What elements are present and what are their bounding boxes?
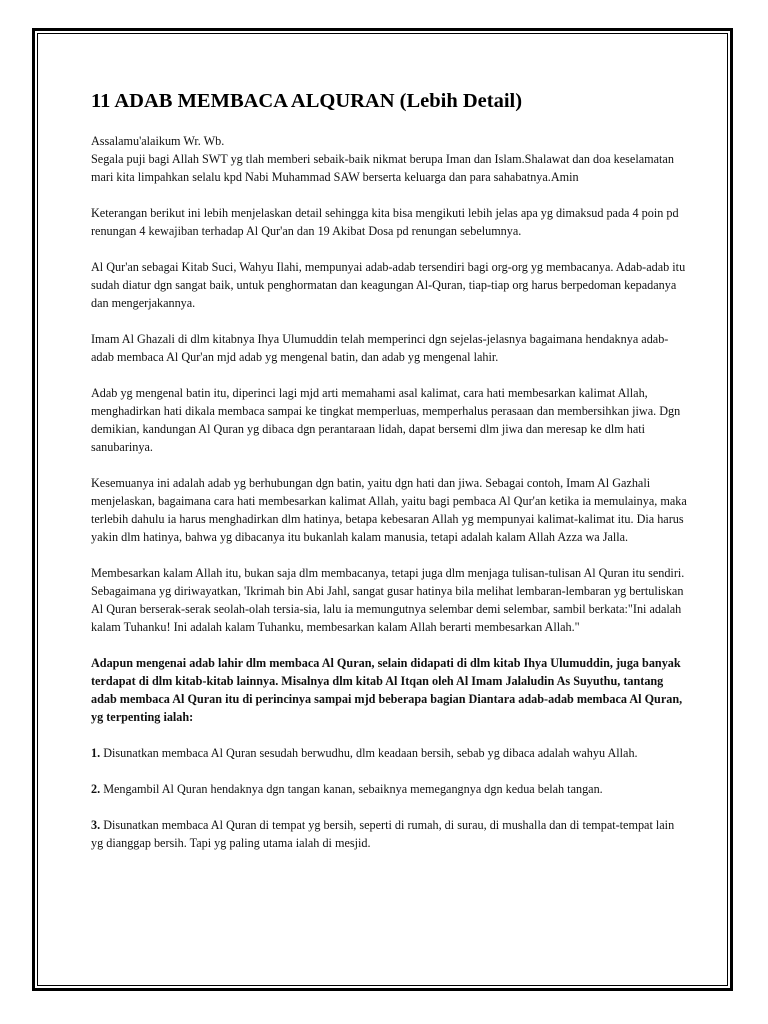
- greeting-paragraph: [91, 132, 689, 186]
- paragraph-explanation: Keterangan berikut ini lebih menjelaskan detail sehingga kita bisa mengikuti lebih jelas apa yg dimaksud pada 4 poin pd renungan 4 kewajiban terhadap Al Qur'an dan 19 Akibat Dosa pd renungan sebelumnya.: [91, 206, 679, 238]
- paragraph-adab-batin: Adab yg mengenal batin itu, diperinci lagi mjd arti memahami asal kalimat, cara hati membesarkan kalimat Allah, menghadirkan hati dikala membaca sampai ke tingkat memperluas, memperhalus perasaan dan membersihkan jiwa. Dgn demikian, kandungan Al Quran yg dibaca dgn perantaraan lidah, dapat bersemi dlm jiwa dan meresap ke dlm hati sanubarinya.: [91, 386, 681, 454]
- paragraph-adab-lahir: Adapun mengenai adab lahir dlm membaca Al Quran, selain didapati di dlm kitab Ihya Ulumuddin, juga banyak terdapat di dlm kitab-kitab lainnya. Misalnya dlm kitab Al Itqan oleh Al Imam Jalaludin As Suyuthu, tantang adab membaca Al Quran itu di perincinya sampai mjd beberapa bagian Diantara adab-adab membaca Al Quran, yg terpenting ialah:: [91, 656, 683, 724]
- paragraph-quran-adab: Al Qur'an sebagai Kitab Suci, Wahyu Ilahi, mempunyai adab-adab tersendiri bagi org-org yg membacanya. Adab-adab itu sudah diatur dgn sangat baik, untuk penghormatan dan keagungan Al-Quran, tiap-tiap org harus berpedoman kepadanya dan mengerjakannya.: [91, 260, 686, 310]
- item-number: 1.: [91, 746, 104, 760]
- paragraph-opening: Segala puji bagi Allah SWT yg tlah memberi sebaik-baik nikmat berupa Iman dan Islam.Shalawat dan doa keselamatan mari kita limpahkan selalu kpd Nabi Muhammad SAW berserta keluarga dan para sahabatnya.Amin: [91, 152, 674, 184]
- paragraph-ikrimah: Membesarkan kalam Allah itu, bukan saja dlm membacanya, tetapi juga dlm menjaga tulisan-tulisan Al Quran itu sendiri. Sebagaimana yg diriwayatkan, 'Ikrimah bin Abi Jahl, sangat gusar hatinya bila melihat lembaran-lembaran yg bertuliskan Al Quran berserak-serak seolah-olah tersia-sia, lalu ia memungutnya selembar demi selembar, sambil berkata:"Ini adalah kalam Tuhanku! Ini adalah kalam Tuhanku, membesarkan kalam Allah berarti membesarkan Allah.": [91, 566, 685, 634]
- list-item: [91, 780, 689, 798]
- document-title: 11 ADAB MEMBACA ALQURAN (Lebih Detail): [91, 90, 523, 112]
- item-text: Disunatkan membaca Al Quran di tempat yg bersih, seperti di rumah, di surau, di mushalla dan di tempat-tempat lain yg dianggap bersih. Tapi yg paling utama ialah di mesjid.: [91, 818, 675, 850]
- document-body: [91, 86, 689, 870]
- list-item: [91, 744, 689, 762]
- paragraph-example: Kesemuanya ini adalah adab yg berhubungan dgn batin, yaitu dgn hati dan jiwa. Sebagai contoh, Imam Al Gazhali menjelaskan, bagaimana cara hati membesarkan kalimat Allah, yaitu bagi pembaca Al Qur'an ketika ia memulainya, maka terlebih dahulu ia harus menghadirkan dlm hatinya, betapa kebesaran Allah yg mempunyai kalimat-kalimat itu. Dia harus yakin dlm hatinya, bahwa yg dibacanya itu bukanlah kalam manusia, tetapi adalah kalam Allah Azza wa Jalla.: [91, 476, 687, 544]
- item-number: 3.: [91, 818, 104, 832]
- item-text: Mengambil Al Quran hendaknya dgn tangan kanan, sebaiknya memegangnya dgn kedua belah tangan.: [103, 782, 603, 796]
- item-text: Disunatkan membaca Al Quran sesudah berwudhu, dlm keadaan bersih, sebab yg dibaca adalah wahyu Allah.: [103, 746, 638, 760]
- paragraph-ghazali: Imam Al Ghazali di dlm kitabnya Ihya Ulumuddin telah memperinci dgn sejelas-jelasnya bagaimana hendaknya adab-adab membaca Al Qur'an mjd adab yg mengenal batin, dan adab yg mengenal lahir.: [91, 332, 669, 364]
- item-number: 2.: [91, 782, 104, 796]
- list-item: [91, 816, 689, 852]
- greeting-line: Assalamu'alaikum Wr. Wb.: [91, 134, 225, 148]
